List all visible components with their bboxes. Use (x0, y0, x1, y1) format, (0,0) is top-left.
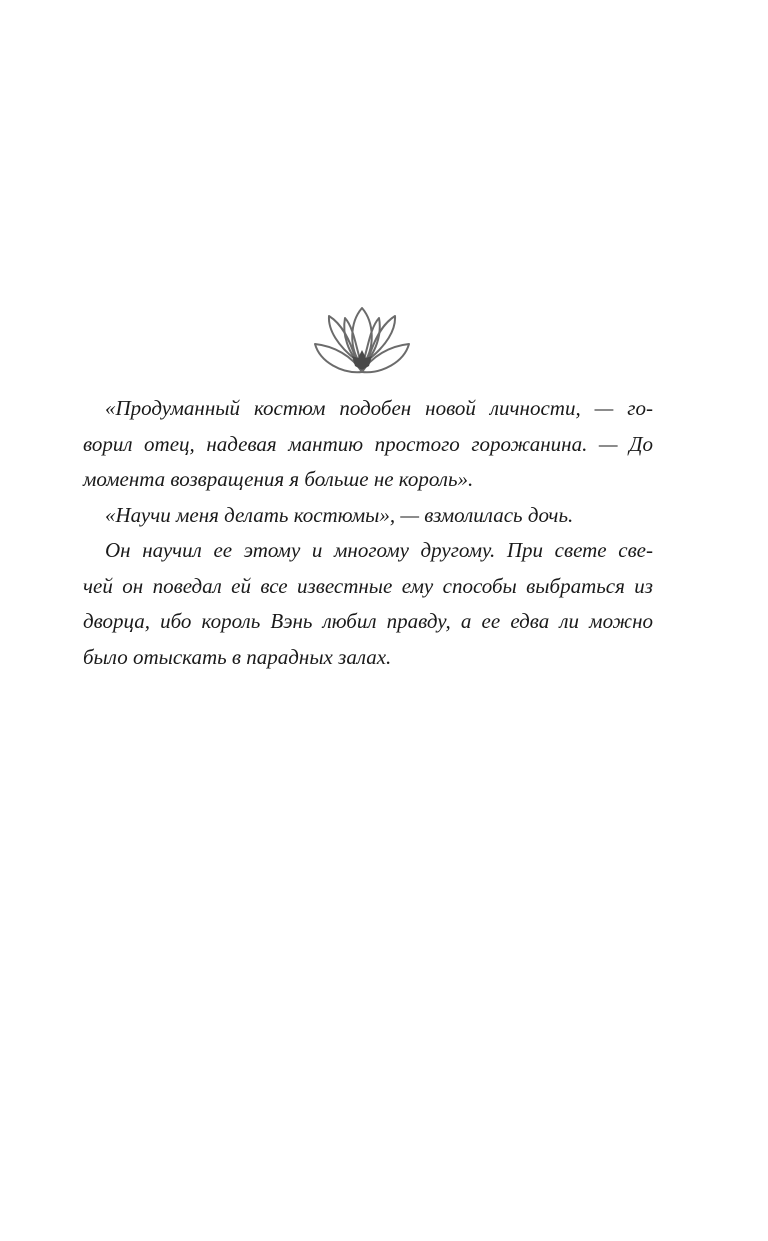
text-line: чей он поведал ей все известные ему способы выбраться из (83, 573, 653, 598)
text-line: ворил отец, надевая мантию простого горожанина. — До (83, 431, 653, 456)
text-line: момента возвращения я больше не король». (83, 467, 474, 491)
text-line: Он научил ее этому и многому другому. При свете све- (105, 538, 653, 562)
lotus-icon (312, 304, 412, 376)
text-line: «Продуманный костюм подобен новой личности, — го- (105, 396, 653, 420)
text-line: было отыскать в парадных залах. (83, 644, 392, 669)
text-block (83, 391, 653, 675)
paragraph-2 (83, 498, 653, 534)
text-line: «Научи меня делать костюмы», — взмолилась дочь. (105, 502, 574, 527)
text-line: дворца, ибо король Вэнь любил правду, а ее едва ли можно (83, 609, 653, 633)
paragraph-3 (83, 533, 653, 675)
paragraph-1 (83, 391, 653, 498)
